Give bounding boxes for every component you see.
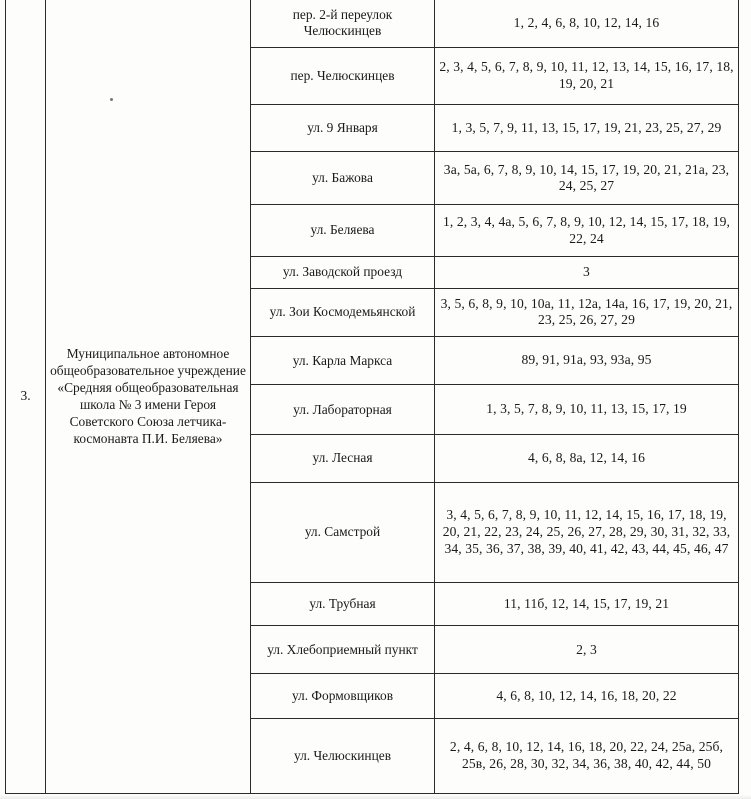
street-name-cell: ул. Карла Маркса bbox=[251, 336, 435, 384]
street-name-cell: пер. 2-й переулок Челюскинцев bbox=[251, 0, 435, 47]
house-numbers-cell: 3а, 5а, 6, 7, 8, 9, 10, 14, 15, 17, 19, 20, 21, 21а, 23, 24, 25, 27 bbox=[435, 152, 739, 205]
street-name-cell: ул. Зои Космодемьянской bbox=[251, 288, 435, 336]
street-name-cell: ул. 9 Января bbox=[251, 104, 435, 151]
table-row bbox=[6, 0, 739, 47]
institution-name-cell: Муниципальное автономное общеобразовательное учреждение «Средняя общеобразовательная школа № 3 имени Героя Советского Союза летчика-космонавта П.И. Беляева» bbox=[46, 0, 251, 794]
street-name-cell: ул. Трубная bbox=[251, 583, 435, 626]
house-numbers-cell: 3, 4, 5, 6, 7, 8, 9, 10, 11, 12, 14, 15, 16, 17, 18, 19, 20, 21, 22, 23, 24, 25, 26, 27, 28, 29, 30, 31, 32, 33, 34, 35, 36, 37, 38, 39, 40, 41, 42, 43, 44, 45, 46, 47 bbox=[435, 482, 739, 582]
house-numbers-cell: 2, 4, 6, 8, 10, 12, 14, 16, 18, 20, 22, 24, 25а, 25б, 25в, 26, 28, 30, 32, 34, 36, 38, 40, 42, 44, 50 bbox=[435, 718, 739, 793]
house-numbers-cell: 11, 11б, 12, 14, 15, 17, 19, 21 bbox=[435, 583, 739, 626]
row-number-cell: 3. bbox=[6, 0, 46, 794]
registry-table-container bbox=[5, 0, 738, 794]
house-numbers-cell: 1, 2, 4, 6, 8, 10, 12, 14, 16 bbox=[435, 0, 739, 47]
house-numbers-cell: 89, 91, 91а, 93, 93а, 95 bbox=[435, 336, 739, 384]
street-name-cell: ул. Заводской проезд bbox=[251, 256, 435, 288]
street-name-cell: ул. Хлебоприемный пункт bbox=[251, 626, 435, 674]
house-numbers-cell: 3, 5, 6, 8, 9, 10, 10а, 11, 12а, 14а, 16, 17, 19, 20, 21, 23, 25, 26, 27, 29 bbox=[435, 288, 739, 336]
street-name-cell: ул. Формовщиков bbox=[251, 674, 435, 718]
street-name-cell: пер. Челюскинцев bbox=[251, 47, 435, 104]
street-name-cell: ул. Лесная bbox=[251, 435, 435, 482]
street-name-cell: ул. Самстрой bbox=[251, 482, 435, 582]
house-numbers-cell: 1, 2, 3, 4, 4а, 5, 6, 7, 8, 9, 10, 12, 14, 15, 17, 18, 19, 22, 24 bbox=[435, 205, 739, 256]
house-numbers-cell: 2, 3 bbox=[435, 626, 739, 674]
street-name-cell: ул. Беляева bbox=[251, 205, 435, 256]
house-numbers-cell: 4, 6, 8, 10, 12, 14, 16, 18, 20, 22 bbox=[435, 674, 739, 718]
street-name-cell: ул. Лабораторная bbox=[251, 385, 435, 435]
house-numbers-cell: 1, 3, 5, 7, 9, 11, 13, 15, 17, 19, 21, 23, 25, 27, 29 bbox=[435, 104, 739, 151]
house-numbers-cell: 1, 3, 5, 7, 8, 9, 10, 11, 13, 15, 17, 19 bbox=[435, 385, 739, 435]
street-name-cell: ул. Бажова bbox=[251, 152, 435, 205]
school-street-registry-table bbox=[5, 0, 739, 794]
house-numbers-cell: 3 bbox=[435, 256, 739, 288]
house-numbers-cell: 2, 3, 4, 5, 6, 7, 8, 9, 10, 11, 12, 13, 14, 15, 16, 17, 18, 19, 20, 21 bbox=[435, 47, 739, 104]
street-name-cell: ул. Челюскинцев bbox=[251, 718, 435, 793]
house-numbers-cell: 4, 6, 8, 8а, 12, 14, 16 bbox=[435, 435, 739, 482]
